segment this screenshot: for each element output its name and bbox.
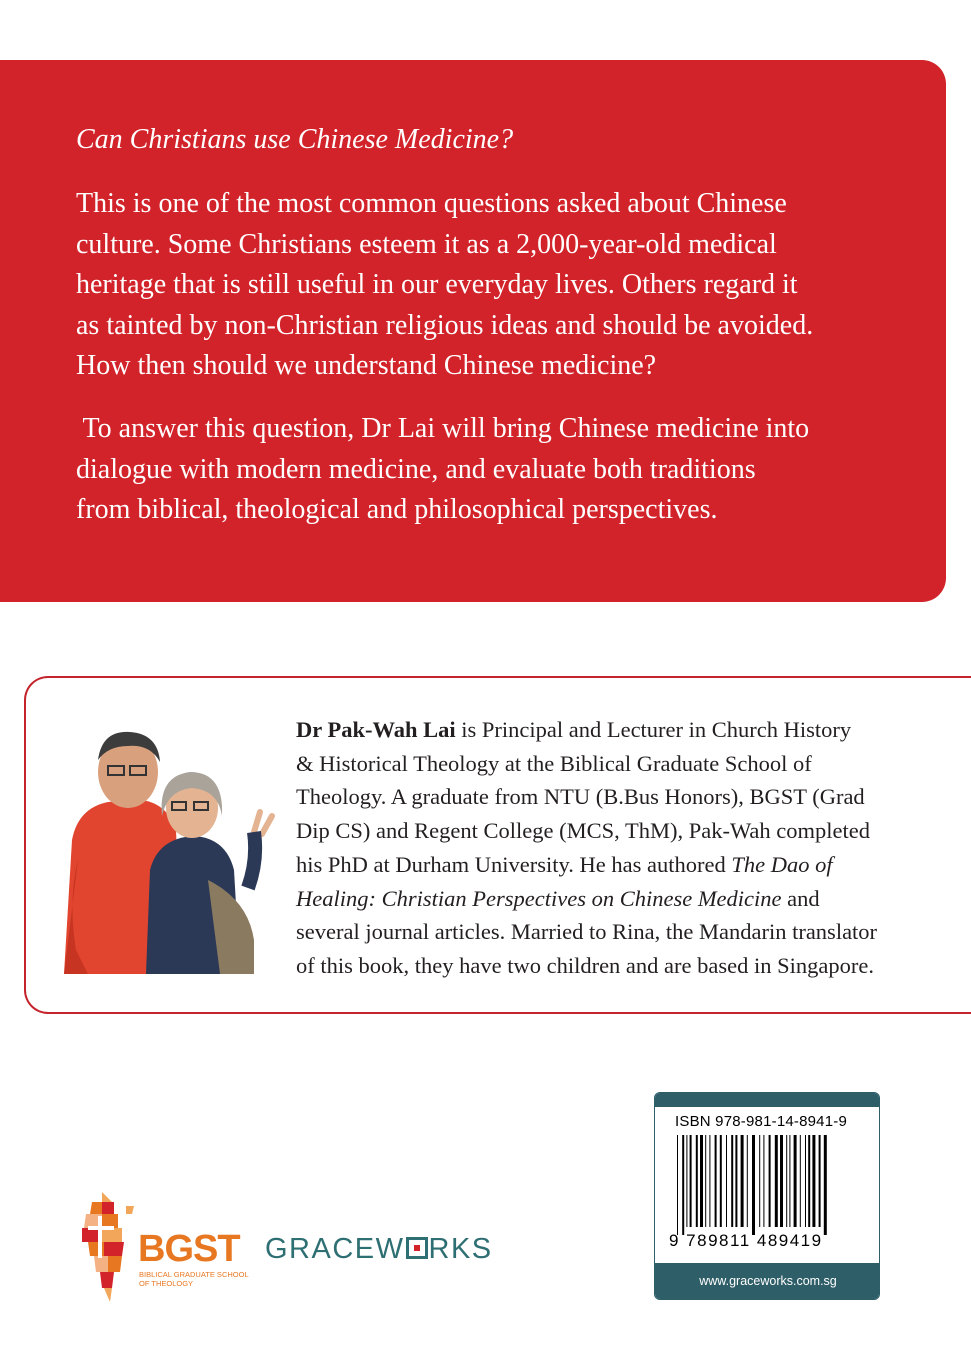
barcode-bar: [819, 1135, 821, 1227]
graceworks-text: RKS: [428, 1233, 493, 1265]
barcode-bar: [705, 1135, 706, 1227]
barcode-bar: [709, 1135, 710, 1227]
blurb-line: heritage that is still useful in our everyday lives. Others regard it: [76, 269, 798, 300]
barcode-bar: [735, 1135, 737, 1227]
graceworks-o-icon: [406, 1237, 428, 1259]
graceworks-logo: [265, 1233, 493, 1266]
publisher-website: www.graceworks.com.sg: [655, 1263, 880, 1299]
bgst-subtitle: BIBLICAL GRADUATE SCHOOL OF THEOLOGY: [139, 1270, 249, 1288]
blurb-paragraph-1: [76, 184, 926, 387]
bio-line: [296, 713, 936, 747]
blurb-line: culture. Some Christians esteem it as a 2,000-year-old medical: [76, 228, 777, 260]
barcode-bar: [700, 1135, 703, 1227]
isbn-barcode-block: [654, 1092, 880, 1300]
barcode: [675, 1135, 863, 1235]
blurb-line: as tainted by non-Christian religious ideas and should be avoided.: [76, 309, 814, 341]
barcode-bar: [789, 1135, 790, 1227]
book-title: Healing: Christian Perspectives on Chinese Medicine: [296, 885, 782, 911]
barcode-bar: [696, 1135, 698, 1227]
barcode-bar: [824, 1135, 827, 1235]
barcode-bar: [780, 1135, 783, 1227]
graceworks-text: GRACEW: [265, 1233, 405, 1265]
bgst-logo: [82, 1192, 252, 1302]
barcode-bar: [759, 1135, 760, 1227]
bio-line: of this book, they have two children and are based in Singapore.: [296, 952, 874, 978]
bio-line: Dip CS) and Regent College (MCS, ThM), Pak-Wah completed: [296, 818, 870, 844]
bio-text: his PhD at Durham University. He has authored: [296, 851, 732, 877]
bio-text: is Principal and Lecturer in Church History: [455, 717, 852, 742]
barcode-bar: [805, 1135, 806, 1227]
bgst-mosaic-icon: [82, 1192, 138, 1302]
barcode-bar: [690, 1135, 692, 1227]
barcode-bar: [686, 1135, 687, 1227]
blurb-line: dialogue with modern medicine, and evaluate both traditions: [76, 453, 756, 485]
bio-line: [296, 848, 936, 882]
isbn-top-bar: [655, 1093, 880, 1107]
barcode-bar: [786, 1135, 787, 1227]
barcode-bar: [808, 1135, 810, 1227]
barcode-number: 9 789811 489419: [669, 1231, 823, 1250]
blurb-paragraph-2: [76, 409, 926, 531]
barcode-bar: [769, 1135, 771, 1227]
bio-line: several journal articles. Married to Rina, the Mandarin translator: [296, 919, 878, 945]
barcode-bar: [800, 1135, 801, 1227]
blurb-line: To answer this question, Dr Lai will bring Chinese medicine into: [76, 413, 810, 444]
barcode-bar: [715, 1135, 717, 1227]
author-bio: [296, 713, 936, 983]
bio-line: Theology. A graduate from NTU (B.Bus Honors), BGST (Grad: [296, 784, 865, 810]
bio-line: [296, 882, 936, 916]
blurb-line: How then should we understand Chinese medicine?: [76, 350, 657, 381]
barcode-bar: [747, 1135, 748, 1227]
book-title: The Dao of: [731, 851, 833, 877]
barcode-bar: [682, 1135, 684, 1235]
barcode-bar: [794, 1135, 797, 1227]
author-name: Dr Pak-Wah Lai: [296, 717, 456, 742]
blurb-question: Can Christians use Chinese Medicine?: [76, 124, 514, 155]
bio-text: and: [781, 885, 820, 911]
blurb-line: This is one of the most common questions asked about Chinese: [76, 188, 787, 219]
isbn-label: ISBN 978-981-14-8941-9: [675, 1113, 848, 1130]
barcode-bar: [726, 1135, 727, 1227]
bgst-name: BGST: [138, 1228, 240, 1270]
barcode-bar: [775, 1135, 778, 1227]
barcode-bar: [741, 1135, 744, 1227]
barcode-bar: [763, 1135, 764, 1227]
bio-line: & Historical Theology at the Biblical Graduate School of: [296, 750, 812, 776]
barcode-bar: [812, 1135, 815, 1227]
barcode-bar: [720, 1135, 722, 1227]
blurb-line: from biblical, theological and philosophical perspectives.: [76, 494, 718, 525]
barcode-bar: [752, 1135, 755, 1235]
author-photo: [58, 720, 282, 974]
barcode-bar: [731, 1135, 733, 1227]
barcode-bar: [677, 1135, 678, 1235]
